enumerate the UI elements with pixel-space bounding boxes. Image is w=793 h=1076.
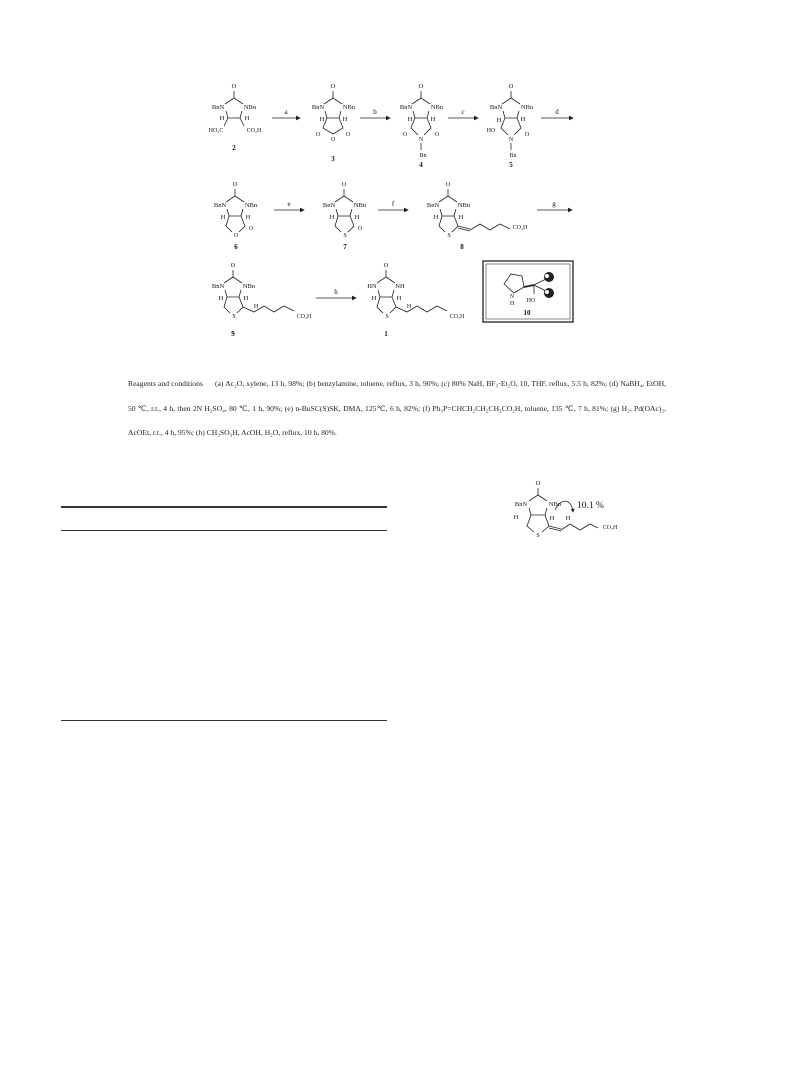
- label: H: [520, 116, 526, 123]
- conditions-heading: Reagents and conditions: [128, 379, 203, 388]
- arrow-d: [541, 108, 573, 118]
- label: H: [430, 116, 436, 123]
- arrow-h: [316, 288, 356, 298]
- arrow-label: a: [284, 108, 288, 116]
- svg-text:O: O: [357, 226, 363, 232]
- svg-text:O: O: [402, 132, 408, 138]
- label: H: [406, 304, 412, 310]
- svg-text:H: H: [565, 515, 571, 522]
- label: NBn: [244, 202, 258, 209]
- compound-number: 10: [523, 309, 531, 317]
- svg-text:O: O: [508, 83, 514, 90]
- label: H: [319, 116, 325, 123]
- svg-text:O: O: [330, 83, 336, 90]
- label: H: [220, 214, 226, 221]
- compound-6: [214, 181, 258, 251]
- conditions-text: (a) Ac₂O, xylene, 13 h, 98%; (b) benzylamine, toluene, reflux, 3 h, 90%; (c) 80% NaH, BF₃·Et₂O, 10, THF, reflux, 5.5 h, 82%; (d) NaBH₄, EtOH, 50 ℃, r.t., 4 h, then 2N H₂SO₄, 80 ℃, 1 h, 90%; (e) n-BuSC(S)SK, DMA, 125℃, 6 h, 82%; (f) Ph₃P=CHCH₂CH₂CH₂CO₂H, toluene, 135 ℃, 7 h, 81%; (g) H₂, Pd(OAc)₂, AcOEt, r.t., 4 h, 95%; (h) CH₃SO₃H, AcOH, H₂O, reflux, 10 h, 80%.: [128, 379, 666, 437]
- svg-text:O: O: [231, 83, 237, 90]
- label: H: [244, 115, 250, 122]
- arrow-label: b: [373, 108, 377, 116]
- label: H: [243, 295, 249, 302]
- label: H: [371, 295, 377, 302]
- nOe-percent: 10.1 %: [577, 501, 604, 511]
- compound-2: [209, 83, 262, 152]
- arrow-b: [360, 108, 390, 118]
- svg-text:O: O: [445, 181, 451, 188]
- label: NBn: [242, 283, 256, 290]
- arrow-f: [378, 200, 408, 210]
- svg-text:O: O: [418, 83, 424, 90]
- label: CO₂H: [449, 314, 465, 320]
- arrow-e: [274, 200, 304, 210]
- label: O: [535, 480, 541, 487]
- label: BnN: [213, 202, 227, 209]
- svg-text:O: O: [524, 132, 530, 138]
- label: S: [343, 233, 347, 239]
- label: BnN: [426, 202, 440, 209]
- label: HO₂C: [208, 128, 224, 134]
- compound-number: 4: [419, 161, 423, 169]
- label: S: [385, 314, 389, 320]
- label: N: [508, 137, 514, 143]
- arrow-label: g: [552, 200, 556, 208]
- svg-text:O: O: [345, 132, 351, 138]
- label: H: [513, 514, 519, 521]
- arrow-g: [537, 200, 572, 210]
- label: Bn: [509, 153, 517, 159]
- label: H: [509, 301, 515, 307]
- compound-3: [312, 83, 356, 163]
- label: NBn: [430, 104, 444, 111]
- label: H: [219, 115, 225, 122]
- label: NBn: [548, 501, 562, 508]
- svg-text:O: O: [230, 262, 236, 269]
- compound-number: 6: [234, 243, 238, 251]
- label: H: [496, 117, 502, 124]
- label: H: [253, 304, 259, 310]
- label: HN: [367, 283, 377, 290]
- label: NBn: [243, 104, 257, 111]
- table-bottom-rule: [61, 720, 387, 721]
- compound-9: [212, 262, 312, 338]
- arrow-a: [272, 108, 300, 118]
- label: BnN: [514, 501, 528, 508]
- label: HO: [526, 298, 536, 304]
- arrow-c: [448, 108, 478, 118]
- compound-4: [400, 83, 444, 169]
- label: NBn: [457, 202, 471, 209]
- label: Bn: [419, 153, 427, 159]
- label: BnN: [489, 104, 503, 111]
- compound-number: 2: [232, 144, 236, 152]
- label: HO: [486, 128, 496, 134]
- svg-text:O: O: [248, 226, 254, 232]
- svg-text:O: O: [315, 132, 321, 138]
- compound-number: 3: [331, 155, 335, 163]
- label: H: [396, 295, 402, 302]
- reagents-and-conditions: [128, 372, 666, 446]
- table-mid-rule: [61, 530, 387, 531]
- label: H: [549, 515, 555, 522]
- arrow-label: e: [287, 200, 291, 208]
- table-top-rule: [61, 506, 387, 508]
- arrow-label: h: [334, 288, 338, 296]
- label: NBn: [520, 104, 534, 111]
- label: NBn: [353, 202, 367, 209]
- arrow-label: f: [391, 200, 395, 208]
- label: CO₂H: [512, 225, 528, 231]
- svg-text:O: O: [434, 132, 440, 138]
- compound-8: [427, 181, 528, 251]
- label: S: [536, 533, 540, 539]
- label: CO₂H: [602, 525, 618, 531]
- label: BnN: [399, 104, 413, 111]
- compound-number: 5: [509, 161, 513, 169]
- label: H: [433, 214, 439, 221]
- compound-number: 7: [343, 243, 347, 251]
- label: BnN: [211, 283, 225, 290]
- compound-10-box: [483, 261, 573, 322]
- svg-text:O: O: [341, 181, 347, 188]
- label: CO₂H: [246, 128, 262, 134]
- compound-5: [487, 83, 534, 169]
- label: NBn: [342, 104, 356, 111]
- label: O: [330, 137, 336, 143]
- label: H: [407, 116, 413, 123]
- label: N: [509, 294, 515, 300]
- label: H: [354, 214, 360, 221]
- label: H: [458, 214, 464, 221]
- compound-1: [367, 262, 465, 338]
- compound-number: 9: [231, 330, 235, 338]
- compound-number: 1: [384, 330, 388, 338]
- compound-7: [323, 181, 367, 251]
- label: BnN: [211, 104, 225, 111]
- nOe-figure: [514, 480, 618, 539]
- svg-text:O: O: [383, 262, 389, 269]
- label: H: [329, 214, 335, 221]
- label: S: [447, 233, 451, 239]
- label: H: [245, 214, 251, 221]
- compound-number: 8: [460, 243, 464, 251]
- arrow-label: c: [461, 108, 465, 116]
- label: BnN: [322, 202, 336, 209]
- label: CO₂H: [296, 314, 312, 320]
- arrow-label: d: [555, 108, 559, 116]
- label: NH: [395, 283, 405, 290]
- label: H: [218, 295, 224, 302]
- label: N: [418, 137, 424, 143]
- label: BnN: [311, 104, 325, 111]
- label: H: [342, 116, 348, 123]
- label: S: [232, 314, 236, 320]
- label: O: [233, 233, 239, 239]
- svg-text:O: O: [232, 181, 238, 188]
